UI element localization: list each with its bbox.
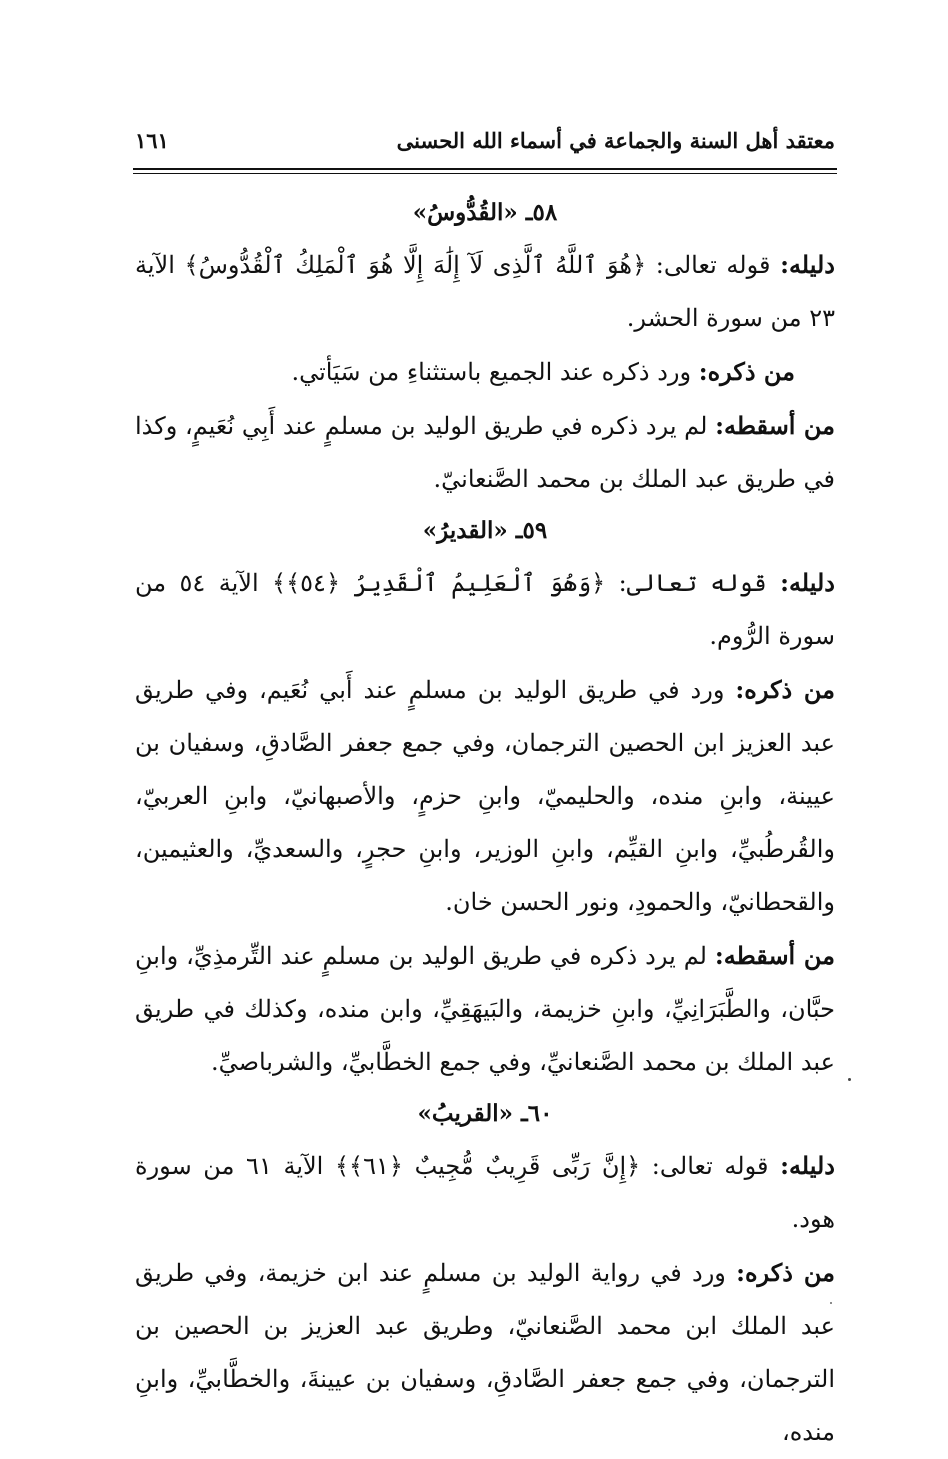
header-rule — [133, 168, 837, 170]
dropped-label: من أسقطه: — [715, 411, 836, 440]
mentioned-text: ورد ذكره عند الجميع باستثناءِ من سَيَأتي. — [291, 358, 699, 386]
dropped-paragraph — [135, 399, 835, 506]
page-body — [135, 188, 835, 1459]
evidence-text: قوله تعالى: ﴿هُوَ ٱللَّهُ ٱلَّذِى لَآ إِلَٰهَ إِلَّا هُوَ ٱلْمَلِكُ ٱلْقُدُّوسُ﴾ الآية ٢٣ من سورة الحشر. — [135, 251, 835, 332]
mentioned-paragraph — [135, 345, 835, 399]
dropped-paragraph — [135, 929, 835, 1089]
evidence-label: دليله: — [780, 1151, 835, 1180]
evidence-paragraph — [135, 556, 835, 663]
evidence-text: قوله تعالى: ﴿وَهُوَ ٱلْعَلِيمُ ٱلْقَدِيرُ ﴿٥٤﴾﴾ الآية ٥٤ من سورة الرُّوم. — [135, 569, 835, 650]
evidence-text: قوله تعالى: ﴿إِنَّ رَبِّى قَرِيبٌ مُّجِيبٌ ﴿٦١﴾﴾ الآية ٦١ من سورة هود. — [135, 1152, 835, 1233]
scan-speck — [848, 1078, 851, 1081]
mentioned-paragraph — [135, 663, 835, 929]
dropped-text: لم يرد ذكره في طريق الوليد بن مسلمٍ عند التِّرمذِيِّ، وابنِ حبَّان، والطَّبَرَانِيِّ، وابنِ خزيمة، والبَيهَقِيِّ، وابن منده، وكذلك في طريق عبد الملك بن محمد الصَّنعانيِّ، وفي جمع الخطَّابيِّ، والشرباصيِّ. — [135, 942, 835, 1076]
mentioned-text: ورد في طريق الوليد بن مسلمٍ عند أَبي نُعَيم، وفي طريق عبد العزيز ابن الحصين الترجمان، وفي جمع جعفر الصَّادقِ، وسفيان بن عيينة، وابنِ منده، والحليميّ، وابنِ حزمٍ، والأصبهانيّ، وابنِ العربيّ، والقُرطُبيِّ، وابنِ القيِّم، وابنِ الوزير، وابنِ حجرٍ، والسعديِّ، والعثيمين، والقحطانيّ، والحمودِ، ونور الحسن خان. — [135, 676, 835, 916]
running-header — [135, 128, 835, 153]
mentioned-label: من ذكره: — [698, 357, 795, 386]
evidence-paragraph — [135, 1139, 835, 1246]
section-title: ٦٠ـ «القريبُ» — [417, 1100, 553, 1127]
mentioned-label: من ذكره: — [735, 675, 835, 704]
evidence-label: دليله: — [780, 250, 835, 279]
running-title: معتقد أهل السنة والجماعة في أسماء الله الحسنى — [396, 128, 835, 153]
header-rule-thin — [133, 173, 837, 174]
section-title: ٥٨ـ «القُدُّوسُ» — [412, 199, 558, 226]
section-title: ٥٩ـ «القديرُ» — [422, 517, 548, 544]
evidence-label: دليله: — [780, 568, 835, 597]
dropped-label: من أسقطه: — [714, 941, 835, 970]
evidence-paragraph — [135, 238, 835, 345]
page-number: ١٦١ — [135, 128, 169, 153]
mentioned-paragraph — [135, 1246, 835, 1459]
dropped-text: لم يرد ذكره في طريق الوليد بن مسلمٍ عند أَبِي نُعَيمٍ، وكذا في طريق عبد الملك بن محمد الصَّنعانيّ. — [135, 412, 835, 493]
mentioned-text: ورد في رواية الوليد بن مسلمٍ عند ابن خزيمة، وفي طريق عبد الملك ابن محمد الصَّنعانيّ، وطريق عبد العزيز بن الحصين بن الترجمان، وفي جمع جعفر الصَّادقِ، وسفيان بن عيينةَ، والخطَّابيِّ، وابنِ منده، — [135, 1259, 835, 1446]
scan-speck — [830, 1302, 832, 1304]
mentioned-label: من ذكره: — [736, 1258, 835, 1287]
